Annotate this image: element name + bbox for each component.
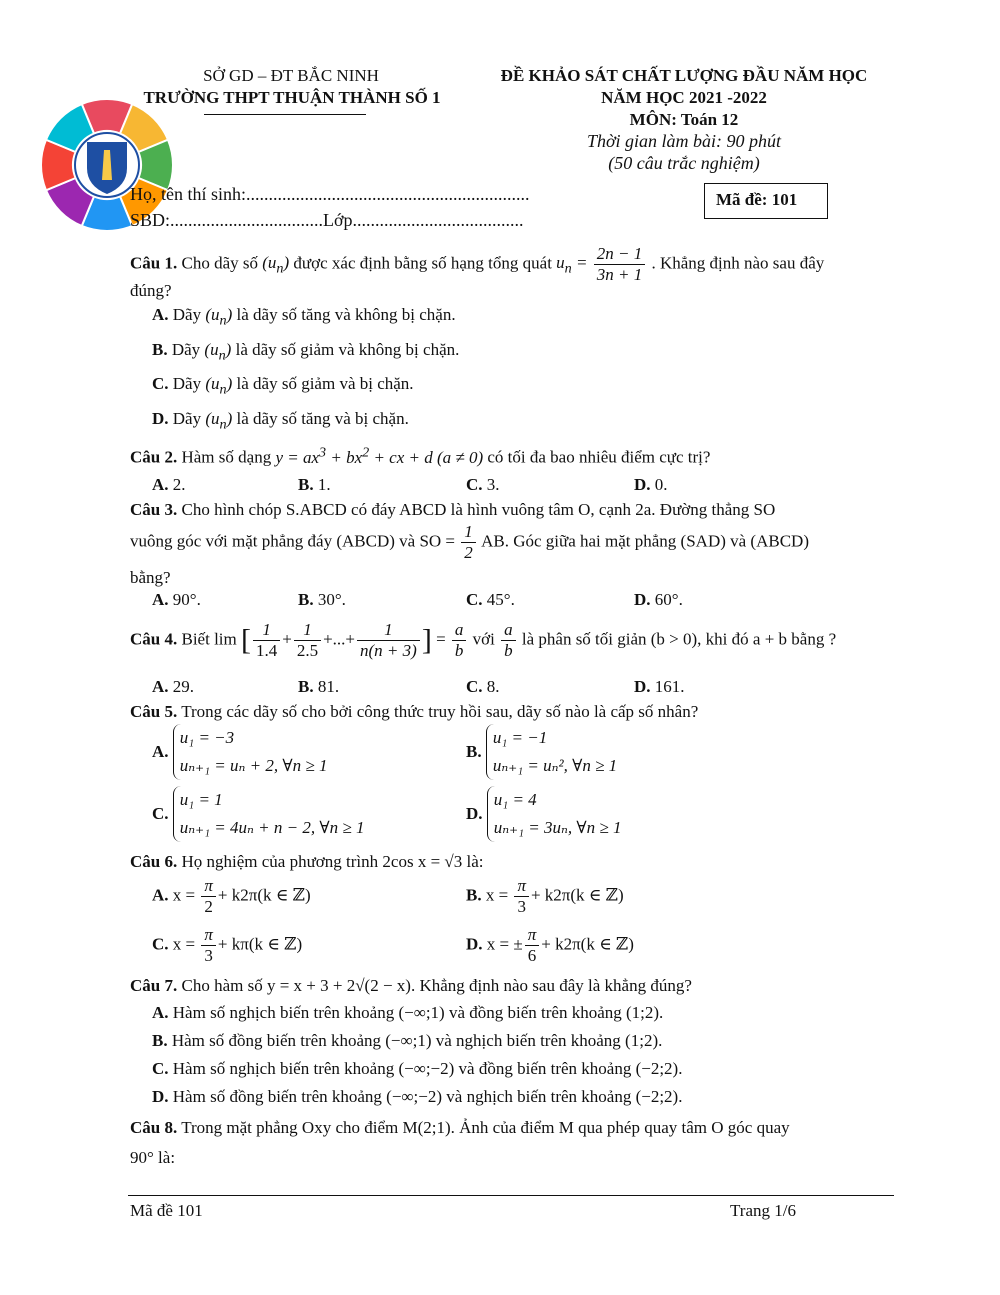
candidate-id-line: SBD:..................................Lớp...................................... (130, 210, 524, 230)
q5-option-b[interactable]: B. u₁ = −1 uₙ₊₁ = uₙ², ∀n ≥ 1 (466, 724, 617, 780)
q7-option-a[interactable]: A. Hàm số nghịch biến trên khoảng (−∞;1) và đồng biến trên khoảng (1;2). (152, 1003, 664, 1022)
q2-option-c[interactable]: C. 3. (466, 475, 500, 494)
q4-option-c[interactable]: C. 8. (466, 677, 500, 696)
q7-option-c[interactable]: C. Hàm số nghịch biến trên khoảng (−∞;−2) và đồng biến trên khoảng (−2;2). (152, 1059, 683, 1078)
footer-divider (128, 1195, 894, 1196)
question-2: Câu 2. Hàm số dạng $y = ax^3 + bx^2$ + cx + d (a ≠ 0) có tối đa bao nhiêu điểm cực trị? (130, 444, 711, 467)
school-name: TRƯỜNG THPT THUẬN THÀNH SỐ 1 (143, 88, 441, 107)
q1-option-d[interactable]: D. Dãy $(u_n)$ là dãy số tăng và bị chặn. (152, 409, 409, 433)
question-3: Câu 3. Cho hình chóp S.ABCD có đáy ABCD là hình vuông tâm O, cạnh 2a. Đường thẳng SO (130, 500, 776, 519)
q4-option-d[interactable]: D. 161. (634, 677, 685, 696)
q1-formula: $\frac{2n - 1}{3n + 1}$ (594, 244, 645, 285)
question-8: Câu 8. Trong mặt phẳng Oxy cho điểm M(2;1). Ảnh của điểm M qua phép quay tâm O góc quay (130, 1118, 790, 1137)
q7-option-d[interactable]: D. Hàm số đồng biến trên khoảng (−∞;−2) và nghịch biến trên khoảng (−2;2). (152, 1087, 683, 1106)
q3-option-b[interactable]: B. 30°. (298, 590, 346, 609)
q6-option-d[interactable]: D. x = ± $\frac{\pi}{6}$ + k2π(k ∈ ℤ) (466, 925, 634, 965)
q1-option-c[interactable]: C. Dãy $(u_n)$ là dãy số giảm và bị chặn. (152, 374, 414, 398)
q4-option-a[interactable]: A. 29. (152, 677, 195, 696)
q3-option-d[interactable]: D. 60°. (634, 590, 683, 609)
question-1-label: Câu 1. (130, 253, 178, 273)
page-number: Trang 1/6 (730, 1201, 796, 1220)
q6-option-b[interactable]: B. x = $\frac{\pi}{3}$ + k2π(k ∈ ℤ) (466, 876, 624, 916)
subject: MÔN: Toán 12 (629, 110, 739, 129)
dept-name: SỞ GD – ĐT BẮC NINH (203, 66, 379, 85)
question-3-line3: bằng? (130, 568, 171, 587)
q6-option-a[interactable]: A. x = $\frac{\pi}{2}$ + k2π(k ∈ ℤ) (152, 876, 311, 916)
question-7: Câu 7. Cho hàm số y = x + 3 + 2√(2 − x). Khẳng định nào sau đây là khẳng đúng? (130, 976, 692, 995)
q6-option-c[interactable]: C. x = $\frac{\pi}{3}$ + kπ(k ∈ ℤ) (152, 925, 303, 965)
exam-time: Thời gian làm bài: 90 phút (586, 131, 782, 151)
q4-option-b[interactable]: B. 81. (298, 677, 340, 696)
exam-title: ĐỀ KHẢO SÁT CHẤT LƯỢNG ĐẦU NĂM HỌC (500, 66, 868, 85)
question-1-cont: đúng? (130, 281, 172, 300)
question-1: Câu 1. Cho dãy số $(u_n)$ được xác định bằng số hạng tổng quát $u_n$ = $\frac{2n - 1}{3n + 1}$ . Khẳng định nào sau đây (130, 244, 825, 284)
q2-option-b[interactable]: B. 1. (298, 475, 331, 494)
footer-exam-code: Mã đề 101 (130, 1201, 203, 1220)
q5-option-a[interactable]: A. u₁ = −3 uₙ₊₁ = uₙ + 2, ∀n ≥ 1 (152, 724, 327, 780)
q1-option-b[interactable]: B. Dãy $(u_n)$ là dãy số giảm và không bị chặn. (152, 340, 460, 364)
exam-code: Mã đề: 101 (716, 190, 798, 209)
q1-option-a[interactable]: A. Dãy $(u_n)$ là dãy số tăng và không bị chặn. (152, 305, 456, 329)
question-4: Câu 4. Biết lim [ $\frac{1}{1.4}$ + $\frac{1}{2.5}$ +...+ $\frac{1}{n(n + 3)}$ ] = $\frac{a}{b}$ với $\frac{a}{b}$ là phân số tối giản (b > 0), khi đó a + b bằng ? (130, 620, 837, 660)
q2-option-d[interactable]: D. 0. (634, 475, 668, 494)
q7-option-b[interactable]: B. Hàm số đồng biến trên khoảng (−∞;1) và nghịch biến trên khoảng (1;2). (152, 1031, 663, 1050)
question-8-line2: 90° là: (130, 1148, 176, 1167)
question-5: Câu 5. Trong các dãy số cho bởi công thức truy hồi sau, dãy số nào là cấp số nhân? (130, 702, 699, 721)
q5-option-d[interactable]: D. u₁ = 4 uₙ₊₁ = 3uₙ, ∀n ≥ 1 (466, 786, 622, 842)
q3-option-c[interactable]: C. 45°. (466, 590, 515, 609)
q5-option-c[interactable]: C. u₁ = 1 uₙ₊₁ = 4uₙ + n − 2, ∀n ≥ 1 (152, 786, 364, 842)
header-underline (204, 114, 366, 115)
question-3-line2: vuông góc với mặt phẳng đáy (ABCD) và SO = $\frac{1}{2}$ AB. Góc giữa hai mặt phẳng (SAD) và (ABCD) (130, 522, 809, 562)
question-6: Câu 6. Họ nghiệm của phương trình 2cos x = √3 là: (130, 852, 484, 871)
q2-option-a[interactable]: A. 2. (152, 475, 186, 494)
school-year: NĂM HỌC 2021 -2022 (601, 88, 767, 107)
q3-option-a[interactable]: A. 90°. (152, 590, 201, 609)
question-count: (50 câu trắc nghiệm) (608, 153, 760, 173)
candidate-name-line: Họ, tên thí sinh:............................................................... (130, 184, 530, 204)
